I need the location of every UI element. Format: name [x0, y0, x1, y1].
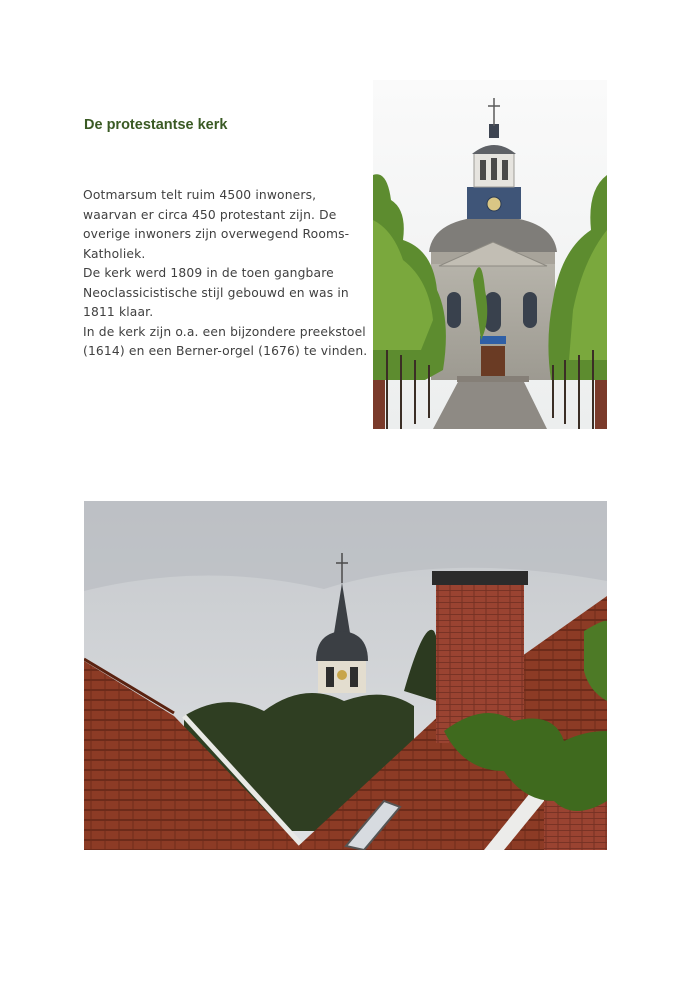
paragraph-line: De kerk werd 1809 in de toen gangbare	[83, 266, 334, 280]
paragraph-line: overige inwoners zijn overwegend Rooms-	[83, 227, 350, 241]
paragraph-line: Neoclassicistische stijl gebouwd en was in	[83, 285, 349, 300]
church-facade-photo	[373, 80, 607, 429]
paragraph-line: waarvan er circa 450 protestant zijn. De	[83, 207, 337, 222]
paragraph-line: In de kerk zijn o.a. een bijzondere preekstoel	[83, 324, 366, 339]
paragraph-line: 1811 klaar.	[83, 305, 154, 319]
page-title: De protestantse kerk	[84, 117, 228, 133]
paragraph-line: Ootmarsum telt ruim 4500 inwoners,	[83, 188, 317, 202]
intro-paragraph	[83, 186, 368, 362]
paragraph-line: (1614) en een Berner-orgel (1676) te vinden.	[83, 344, 368, 358]
church-spire-roofs-photo	[84, 501, 607, 850]
paragraph-line: Katholiek.	[83, 246, 146, 261]
